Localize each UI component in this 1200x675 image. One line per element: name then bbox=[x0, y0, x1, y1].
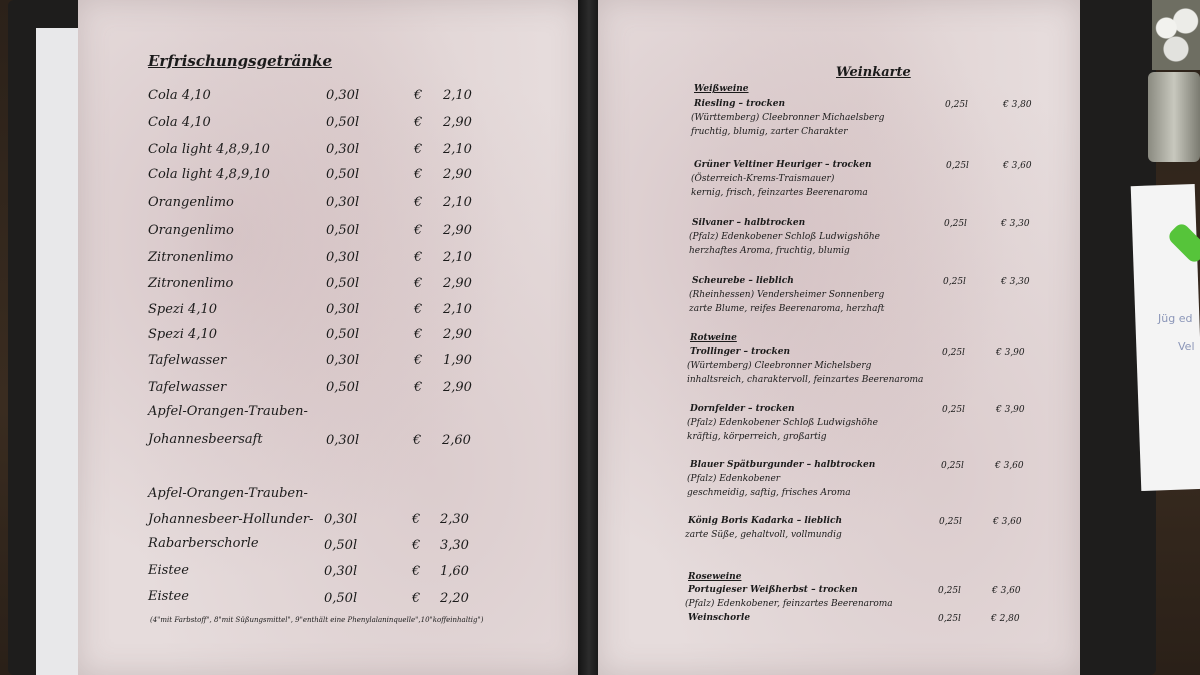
wine-volume: 0,25l bbox=[944, 219, 967, 229]
beverage-volume: 0,30l bbox=[326, 142, 360, 157]
wine-volume: 0,25l bbox=[941, 461, 964, 471]
wine-price: € 3,80 bbox=[1003, 100, 1032, 110]
eistee-name-2: Eistee bbox=[148, 589, 189, 604]
wine-volume: 0,25l bbox=[945, 100, 968, 110]
beverage-name: Spezi 4,10 bbox=[148, 302, 218, 317]
beverage-volume: 0,30l bbox=[326, 302, 360, 317]
wine-price: € 3,90 bbox=[996, 348, 1025, 358]
beverage-volume: 0,30l bbox=[326, 88, 360, 103]
beverage-volume: 0,50l bbox=[326, 223, 360, 238]
beverage-name: Orangenlimo bbox=[148, 195, 234, 210]
wine-name: Scheurebe – lieblich bbox=[692, 276, 794, 286]
beverage-volume: 0,30l bbox=[326, 195, 360, 210]
beverage-name: Cola 4,10 bbox=[148, 88, 211, 103]
section-white-wines: Weißweine bbox=[694, 84, 749, 94]
beverage-price: 2,10 bbox=[443, 250, 472, 265]
beverage-price: 2,90 bbox=[443, 327, 472, 342]
schorle-name-line2: Johannesbeer-Hollunder- bbox=[148, 512, 314, 527]
wine-price: € 3,60 bbox=[992, 586, 1021, 596]
beverage-volume: 0,50l bbox=[326, 167, 360, 182]
juice-volume: 0,30l bbox=[326, 433, 360, 448]
beverage-name: Spezi 4,10 bbox=[148, 327, 218, 342]
wine-description: kernig, frisch, feinzartes Beerenaroma bbox=[691, 188, 868, 198]
beverage-currency: € bbox=[414, 302, 423, 317]
beverage-price: 2,90 bbox=[443, 380, 472, 395]
wine-name: Silvaner – halbtrocken bbox=[692, 218, 806, 228]
wine-origin: (Rheinhessen) Vendersheimer Sonnenberg bbox=[689, 290, 885, 300]
beverage-price: 2,10 bbox=[443, 142, 472, 157]
wine-volume: 0,25l bbox=[939, 517, 962, 527]
wine-origin: (Pfalz) Edenkobener bbox=[687, 474, 781, 484]
wine-name: Grüner Veltiner Heuriger – trocken bbox=[694, 160, 872, 170]
beverage-currency: € bbox=[414, 276, 423, 291]
wine-price: € 3,60 bbox=[1003, 161, 1032, 171]
beverage-name: Cola 4,10 bbox=[148, 115, 211, 130]
beverages-title: Erfrischungsgetränke bbox=[148, 52, 333, 70]
beverage-currency: € bbox=[414, 167, 423, 182]
eistee-price-2: 2,20 bbox=[440, 591, 469, 606]
wine-origin: (Pfalz) Edenkobener Schloß Ludwigshöhe bbox=[687, 418, 878, 428]
beverage-name: Zitronenlimo bbox=[148, 276, 234, 291]
wine-name: Blauer Spätburgunder – halbtrocken bbox=[690, 460, 876, 470]
allergen-footnote: (4"mit Farbstoff", 8"mit Süßungsmittel", 9"enthält eine Phenylalaninquelle",10"koffeinhaltig") bbox=[150, 616, 484, 624]
wine-price: € 3,30 bbox=[1001, 277, 1030, 287]
juice-name-line2: Johannesbeersaft bbox=[148, 432, 263, 447]
beverage-name: Zitronenlimo bbox=[148, 250, 234, 265]
wine-volume: 0,25l bbox=[943, 277, 966, 287]
wine-description: kräftig, körperreich, großartig bbox=[687, 432, 827, 442]
flower-decoration bbox=[1152, 0, 1200, 70]
notepad-scribble: Jüg ed bbox=[1158, 312, 1193, 325]
wine-description: zarte Blume, reifes Beerenaroma, herzhaft bbox=[689, 304, 885, 314]
beverage-price: 2,90 bbox=[443, 223, 472, 238]
wine-volume: 0,25l bbox=[938, 586, 961, 596]
wine-description: geschmeidig, saftig, frisches Aroma bbox=[687, 488, 851, 498]
wine-description: inhaltsreich, charaktervoll, feinzartes Beerenaroma bbox=[687, 375, 924, 385]
wine-origin: (Würtemberg) Cleebronner Michelsberg bbox=[687, 361, 872, 371]
wine-volume: 0,25l bbox=[946, 161, 969, 171]
juice-currency: € bbox=[413, 433, 422, 448]
beverage-price: 2,90 bbox=[443, 115, 472, 130]
beverage-currency: € bbox=[414, 223, 423, 238]
beverage-volume: 0,50l bbox=[326, 115, 360, 130]
beverage-volume: 0,30l bbox=[326, 353, 360, 368]
beverage-currency: € bbox=[414, 142, 423, 157]
wine-price: € 3,90 bbox=[996, 405, 1025, 415]
eistee-volume-1: 0,30l bbox=[324, 564, 358, 579]
wine-name: König Boris Kadarka – lieblich bbox=[688, 516, 843, 526]
folder-spine bbox=[578, 0, 600, 675]
beverage-currency: € bbox=[414, 353, 423, 368]
beverage-volume: 0,50l bbox=[326, 380, 360, 395]
wine-volume: 0,25l bbox=[942, 405, 965, 415]
wine-origin: (Württemberg) Cleebronner Michaelsberg bbox=[691, 113, 885, 123]
beverage-name: Cola light 4,8,9,10 bbox=[148, 167, 270, 182]
section-rose-wines: Roseweine bbox=[688, 572, 742, 582]
schorle-name-line1: Apfel-Orangen-Trauben- bbox=[148, 486, 308, 501]
eistee-price-1: 1,60 bbox=[440, 564, 469, 579]
beverage-price: 2,10 bbox=[443, 302, 472, 317]
schorle-currency-2: € bbox=[412, 538, 421, 553]
beverage-currency: € bbox=[414, 115, 423, 130]
wine-description: herzhaftes Aroma, fruchtig, blumig bbox=[689, 246, 850, 256]
wine-origin: (Pfalz) Edenkobener, feinzartes Beerenaroma bbox=[685, 599, 893, 609]
beverage-name: Tafelwasser bbox=[148, 380, 227, 395]
beverage-price: 2,90 bbox=[443, 167, 472, 182]
wine-origin: (Pfalz) Edenkobener Schloß Ludwigshöhe bbox=[689, 232, 880, 242]
section-red-wines: Rotweine bbox=[690, 333, 737, 343]
beverage-price: 1,90 bbox=[443, 353, 472, 368]
beverage-price: 2,10 bbox=[443, 195, 472, 210]
beverage-price: 2,90 bbox=[443, 276, 472, 291]
beverage-volume: 0,50l bbox=[326, 276, 360, 291]
wine-name: Dornfelder – trocken bbox=[690, 404, 795, 414]
beverage-volume: 0,30l bbox=[326, 250, 360, 265]
beverage-currency: € bbox=[414, 327, 423, 342]
wine-name: Portugieser Weißherbst – trocken bbox=[688, 585, 858, 595]
eistee-name-1: Eistee bbox=[148, 563, 189, 578]
wine-list-title: Weinkarte bbox=[836, 65, 911, 80]
beverage-name: Tafelwasser bbox=[148, 353, 227, 368]
wine-origin: zarte Süße, gehaltvoll, vollmundig bbox=[685, 530, 842, 540]
beverage-name: Cola light 4,8,9,10 bbox=[148, 142, 270, 157]
eistee-currency-1: € bbox=[412, 564, 421, 579]
beverage-name: Orangenlimo bbox=[148, 223, 234, 238]
schorle-name-line3: Rabarberschorle bbox=[148, 536, 259, 551]
beverage-currency: € bbox=[414, 380, 423, 395]
schorle-volume-2: 0,50l bbox=[324, 538, 358, 553]
eistee-volume-2: 0,50l bbox=[324, 591, 358, 606]
schorle-currency-1: € bbox=[412, 512, 421, 527]
notepad-scribble: Vel bbox=[1178, 340, 1195, 353]
juice-price: 2,60 bbox=[442, 433, 471, 448]
wine-name: Riesling – trocken bbox=[694, 99, 786, 109]
beverage-currency: € bbox=[414, 250, 423, 265]
schorle-price-1: 2,30 bbox=[440, 512, 469, 527]
schorle-price-2: 3,30 bbox=[440, 538, 469, 553]
wine-name: Weinschorle bbox=[688, 613, 751, 623]
beverage-volume: 0,50l bbox=[326, 327, 360, 342]
eistee-currency-2: € bbox=[412, 591, 421, 606]
wine-price: € 3,60 bbox=[993, 517, 1022, 527]
wine-origin: (Österreich-Krems-Traismauer) bbox=[691, 174, 835, 184]
wine-price: € 3,60 bbox=[995, 461, 1024, 471]
wine-volume: 0,25l bbox=[938, 614, 961, 624]
beverage-currency: € bbox=[414, 88, 423, 103]
juice-name-line1: Apfel-Orangen-Trauben- bbox=[148, 404, 308, 419]
beverage-currency: € bbox=[414, 195, 423, 210]
wine-volume: 0,25l bbox=[942, 348, 965, 358]
wine-price: € 3,30 bbox=[1001, 219, 1030, 229]
wine-name: Trollinger – trocken bbox=[690, 347, 791, 357]
wine-description: fruchtig, blumig, zarter Charakter bbox=[691, 127, 848, 137]
wine-price: € 2,80 bbox=[991, 614, 1020, 624]
beverage-price: 2,10 bbox=[443, 88, 472, 103]
vase bbox=[1148, 72, 1200, 162]
schorle-volume-1: 0,30l bbox=[324, 512, 358, 527]
